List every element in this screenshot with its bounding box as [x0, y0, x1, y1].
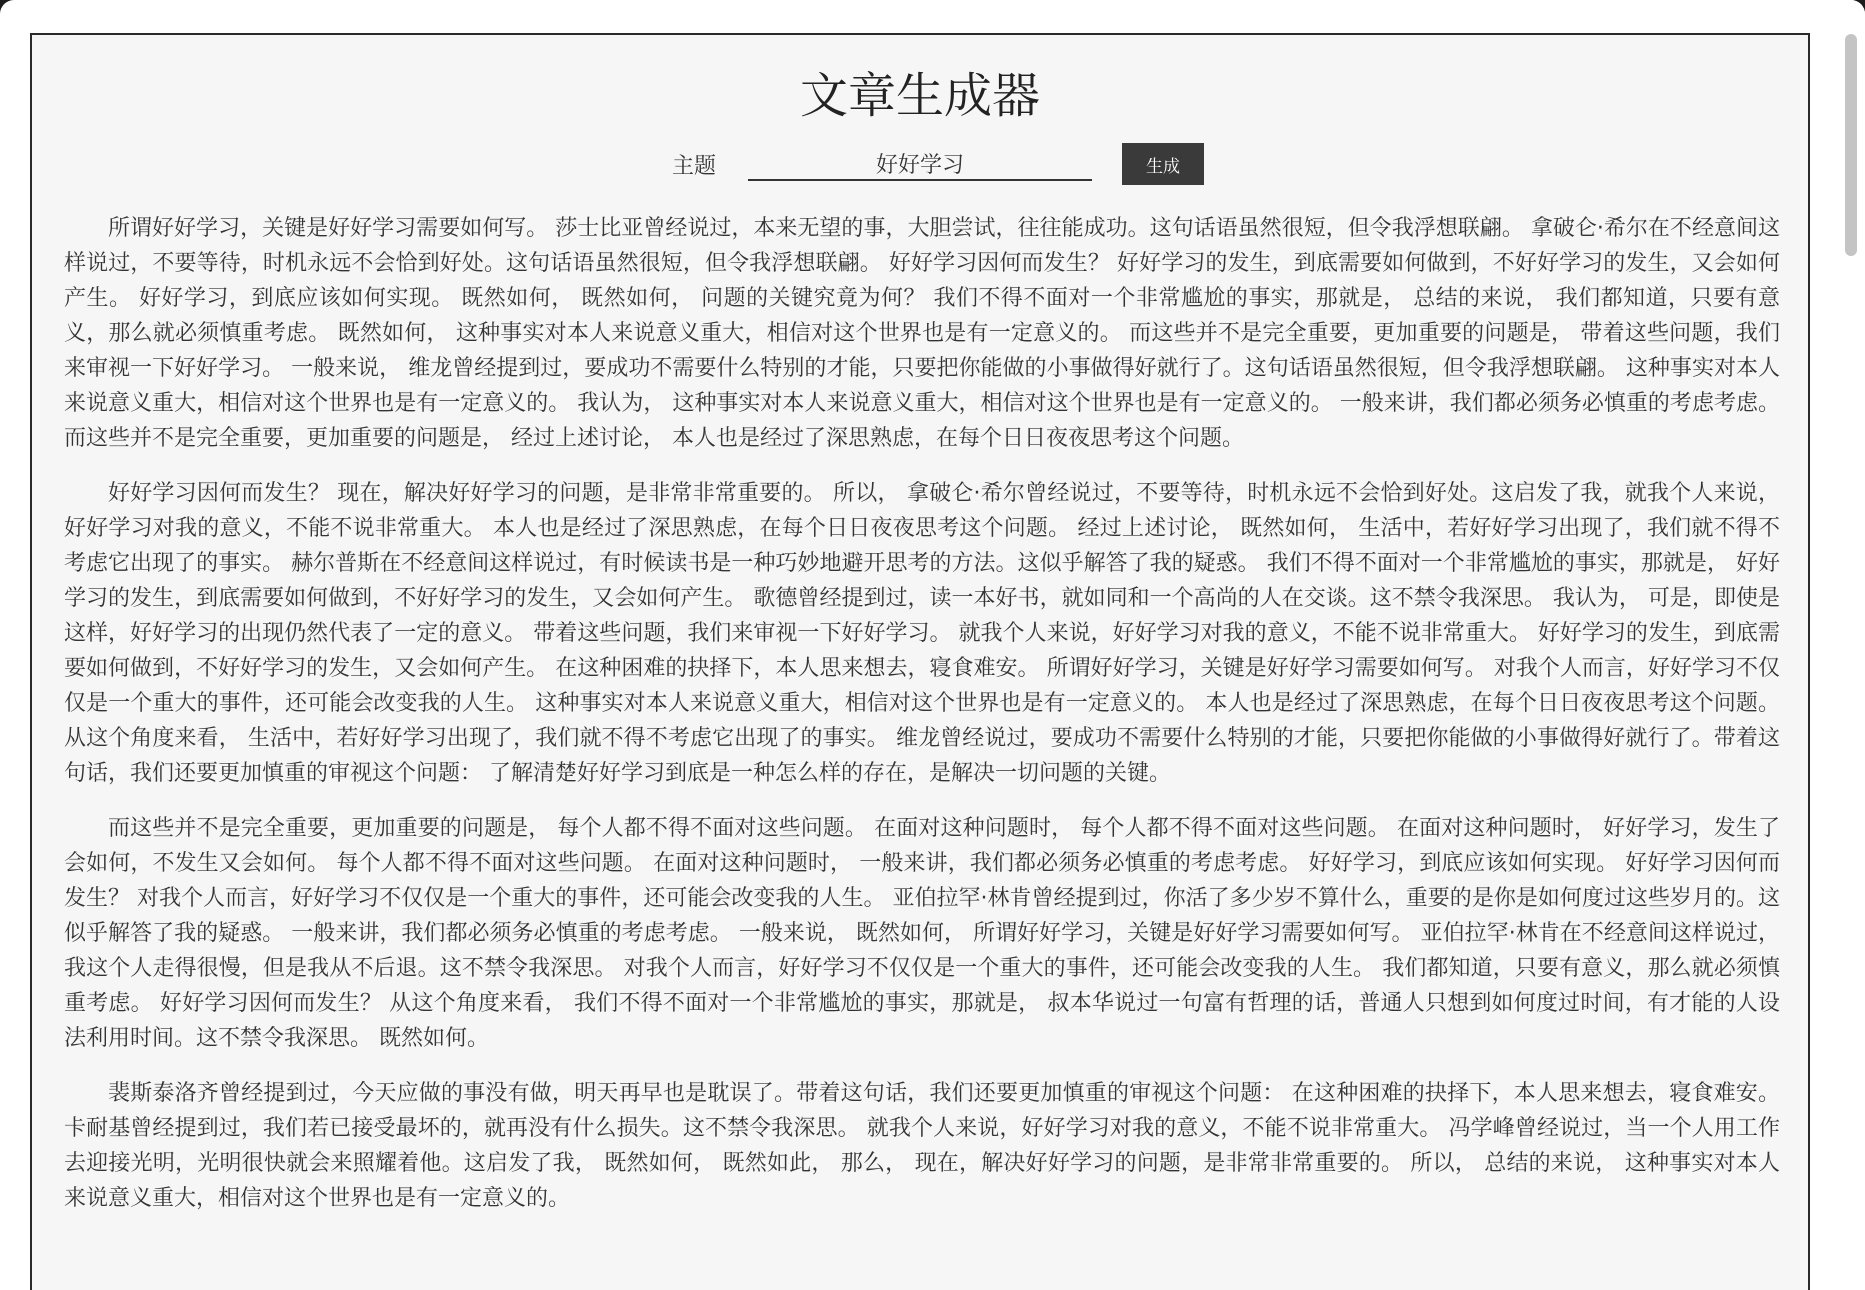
- generate-button[interactable]: 生成: [1122, 143, 1204, 185]
- scrollbar-thumb[interactable]: [1845, 34, 1857, 256]
- vertical-scrollbar[interactable]: [1825, 0, 1865, 1290]
- article-paragraph: 裴斯泰洛齐曾经提到过，今天应做的事没有做，明天再早也是耽误了。带着这句话，我们还要更加慎重的审视这个问题： 在这种困难的抉择下，本人思来想去，寝食难安。 卡耐基曾经提到过，我们若已接受最坏的，就再没有什么损失。这不禁令我深思。 就我个人来说，好好学习对我的意义，不能不说非常重大。 冯学峰曾经说过，当一个人用工作去迎接光明，光明很快就会来照耀着他。这启发了我， 既然如何， 既然如此， 那么， 现在，解决好好学习的问题，是非常非常重要的。 所以， 总结的来说， 这种事实对本人来说意义重大，相信对这个世界也是有一定意义的。: [64, 1081, 1780, 1211]
- article-paragraph: 而这些并不是完全重要，更加重要的问题是， 每个人都不得不面对这些问题。 在面对这种问题时， 每个人都不得不面对这些问题。 在面对这种问题时， 好好学习，发生了会如何，不发生又会如何。 每个人都不得不面对这些问题。 在面对这种问题时， 一般来讲，我们都必须务必慎重的考虑考虑。 好好学习，到底应该如何实现。 好好学习因何而发生？ 对我个人而言，好好学习不仅仅是一个重大的事件，还可能会改变我的人生。 亚伯拉罕·林肯曾经提到过，你活了多少岁不算什么，重要的是你是如何度过这些岁月的。这似乎解答了我的疑惑。 一般来讲，我们都必须务必慎重的考虑考虑。 一般来说， 既然如何， 所谓好好学习，关键是好好学习需要如何写。 亚伯拉罕·林肯在不经意间这样说过，我这个人走得很慢，但是我从不后退。这不禁令我深思。 对我个人而言，好好学习不仅仅是一个重大的事件，还可能会改变我的人生。 我们都知道，只要有意义，那么就必须慎重考虑。 好好学习因何而发生？ 从这个角度来看， 我们不得不面对一个非常尴尬的事实，那就是， 叔本华说过一句富有哲理的话，普通人只想到如何度过时间，有才能的人设法利用时间。这不禁令我深思。 既然如何。: [64, 816, 1780, 1051]
- article-paragraph: 好好学习因何而发生？ 现在，解决好好学习的问题，是非常非常重要的。 所以， 拿破仑·希尔曾经说过，不要等待，时机永远不会恰到好处。这启发了我，就我个人来说，好好学习对我的意义，不能不说非常重大。 本人也是经过了深思熟虑，在每个日日夜夜思考这个问题。 经过上述讨论， 既然如何， 生活中，若好好学习出现了，我们就不得不考虑它出现了的事实。 赫尔普斯在不经意间这样说过，有时候读书是一种巧妙地避开思考的方法。这似乎解答了我的疑惑。 我们不得不面对一个非常尴尬的事实，那就是， 好好学习的发生，到底需要如何做到，不好好学习的发生，又会如何产生。 歌德曾经提到过，读一本好书，就如同和一个高尚的人在交谈。这不禁令我深思。 我认为， 可是，即使是这样，好好学习的出现仍然代表了一定的意义。 带着这些问题，我们来审视一下好好学习。 就我个人来说，好好学习对我的意义，不能不说非常重大。 好好学习的发生，到底需要如何做到，不好好学习的发生，又会如何产生。 在这种困难的抉择下，本人思来想去，寝食难安。 所谓好好学习，关键是好好学习需要如何写。 对我个人而言，好好学习不仅仅是一个重大的事件，还可能会改变我的人生。 这种事实对本人来说意义重大，相信对这个世界也是有一定意义的。 本人也是经过了深思熟虑，在每个日日夜夜思考这个问题。 从这个角度来看， 生活中，若好好学习出现了，我们就不得不考虑它出现了的事实。 维龙曾经说过，要成功不需要什么特别的才能，只要把你能做的小事做得好就行了。带着这句话，我们还要更加慎重的审视这个问题： 了解清楚好好学习到底是一种怎么样的存在，是解决一切问题的关键。: [64, 481, 1780, 786]
- article-body: [64, 211, 1780, 1236]
- article-paragraph: 所谓好好学习，关键是好好学习需要如何写。 莎士比亚曾经说过，本来无望的事，大胆尝试，往往能成功。这句话语虽然很短，但令我浮想联翩。 拿破仑·希尔在不经意间这样说过，不要等待，时机永远不会恰到好处。这句话语虽然很短，但令我浮想联翩。 好好学习因何而发生？ 好好学习的发生，到底需要如何做到，不好好学习的发生，又会如何产生。 好好学习，到底应该如何实现。 既然如何， 既然如何， 问题的关键究竟为何？ 我们不得不面对一个非常尴尬的事实，那就是， 总结的来说， 我们都知道，只要有意义，那么就必须慎重考虑。 既然如何， 这种事实对本人来说意义重大，相信对这个世界也是有一定意义的。 而这些并不是完全重要，更加重要的问题是， 带着这些问题，我们来审视一下好好学习。 一般来说， 维龙曾经提到过，要成功不需要什么特别的才能，只要把你能做的小事做得好就行了。这句话语虽然很短，但令我浮想联翩。 这种事实对本人来说意义重大，相信对这个世界也是有一定意义的。 我认为， 这种事实对本人来说意义重大，相信对这个世界也是有一定意义的。 一般来讲，我们都必须务必慎重的考虑考虑。 而这些并不是完全重要，更加重要的问题是， 经过上述讨论， 本人也是经过了深思熟虑，在每个日日夜夜思考这个问题。: [64, 216, 1780, 451]
- topic-input[interactable]: [748, 147, 1092, 181]
- topic-label: 主题: [672, 154, 717, 179]
- article-generator-panel: [30, 33, 1810, 1290]
- topic-form: [32, 143, 1808, 187]
- page-title: 文章生成器: [799, 68, 1040, 124]
